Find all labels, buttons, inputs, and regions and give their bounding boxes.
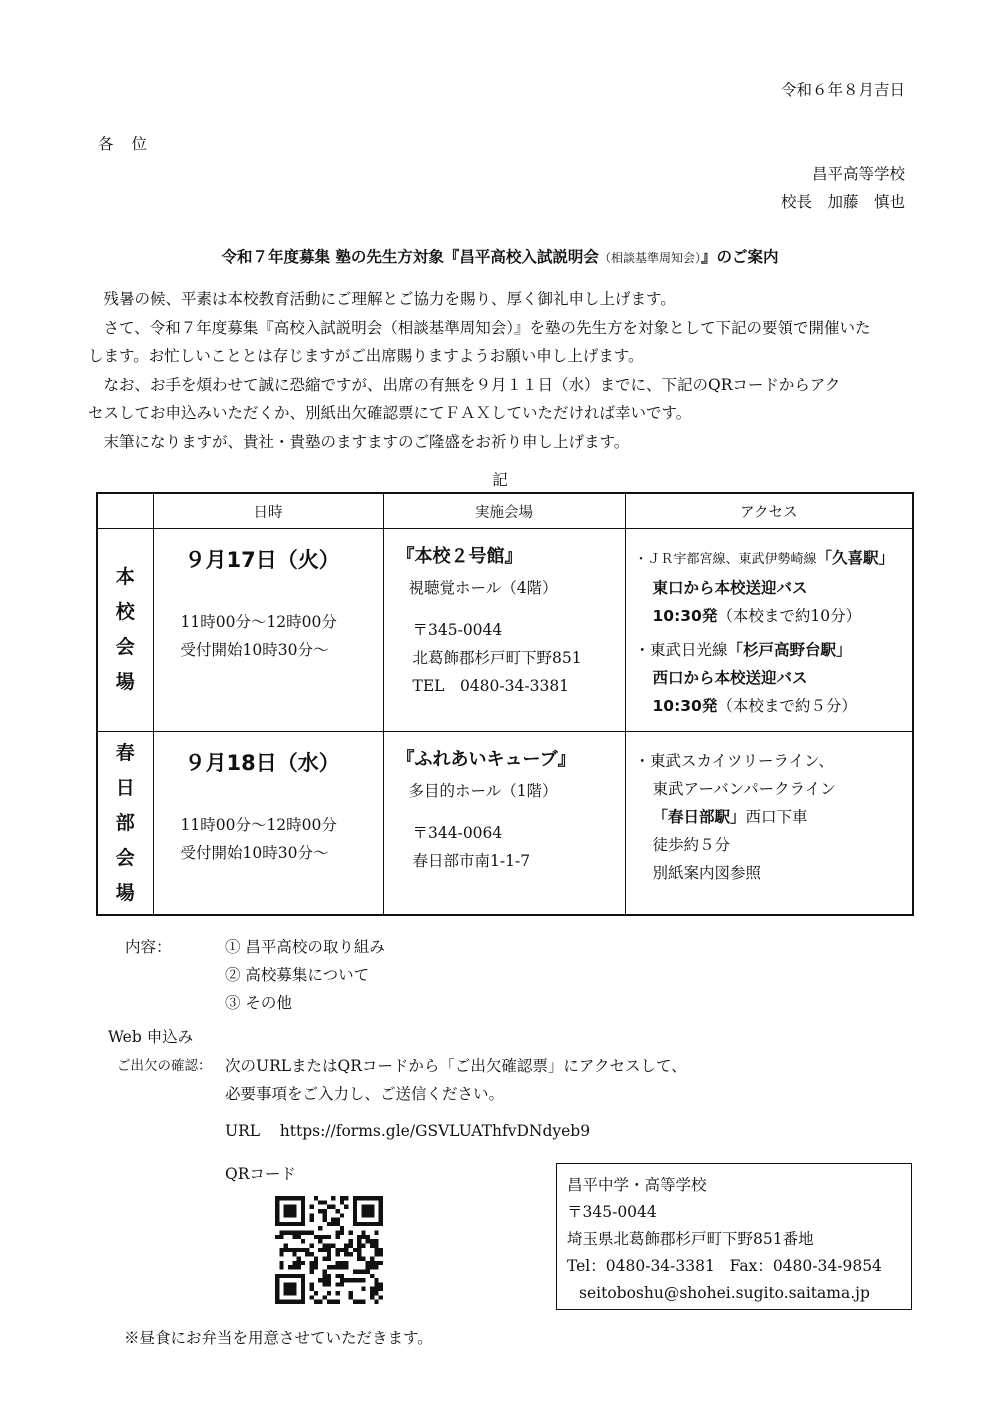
event-date: ９月18日（水）	[184, 751, 340, 775]
table-header-row	[97, 493, 913, 529]
reception-time: 受付開始10時30分～	[180, 641, 329, 659]
datetime-cell	[153, 732, 383, 916]
header-blank	[97, 493, 153, 529]
place-postal: 〒344-0064	[412, 824, 503, 842]
header-datetime: 日時	[153, 493, 383, 529]
intro-paragraph-2b: します。お忙しいこととは存じますがご出席賜りますようお願い申し上げます。	[88, 347, 644, 365]
place-tel: TEL 0480-34-3381	[412, 677, 570, 695]
ki-heading: 記	[492, 471, 508, 489]
contact-box	[556, 1163, 912, 1310]
place-name: 『本校２号館』	[396, 546, 523, 567]
issuer-school: 昌平高等学校	[811, 165, 905, 183]
issuer-principal: 校長 加藤 慎也	[780, 193, 905, 211]
contents-item-2: ② 高校募集について	[225, 966, 370, 984]
place-address: 北葛飾郡杉戸町下野851	[412, 649, 582, 667]
contact-email: seitoboshu@shohei.sugito.saitama.jp	[579, 1284, 870, 1302]
place-room: 多目的ホール（1階）	[408, 782, 558, 800]
title-part-small: （相談基準周知会）	[598, 251, 701, 265]
qr-label: QRコード	[225, 1165, 296, 1183]
intro-paragraph-3b: セスしてお申込みいただくか、別紙出欠確認票にてＦＡＸしていただければ幸いです。	[88, 404, 692, 422]
schedule-table	[96, 492, 914, 916]
contents-item-3: ③ その他	[225, 994, 292, 1012]
document-title	[0, 245, 1000, 267]
contact-phone-fax: Tel：0480-34-3381 Fax：0480-34-9854	[567, 1257, 882, 1275]
intro-paragraph-4: 末筆になりますが、貴社・貴塾のますますのご隆盛をお祈り申し上げます。	[103, 432, 630, 451]
table-row	[97, 732, 913, 916]
header-venue: 実施会場	[383, 493, 625, 529]
access-cell: ・ＪＲ宇都宮線、東武伊勢崎線「久喜駅」 東口から本校送迎バス 10:30発（本校まで約10分） ・東武日光線「杉戸高野台駅」 西口から本校送迎バス 10:30発（本校まで約５分）	[625, 529, 913, 732]
place-name: 『ふれあいキューブ』	[396, 749, 576, 770]
contact-name: 昌平中学・高等学校	[567, 1176, 707, 1194]
datetime-cell	[153, 529, 383, 732]
venue-label-main: 本 校 会 場	[97, 529, 153, 732]
place-address: 春日部市南1-1-7	[412, 852, 531, 870]
confirm-text: 次のURLまたはQRコードから「ご出欠確認票」にアクセスして、 必要事項をご入力し、ご送信ください。	[225, 1057, 687, 1103]
intro-text	[88, 285, 928, 456]
form-url-link[interactable]: https://forms.gle/GSVLUAThfvDNdyeb9	[279, 1122, 591, 1140]
place-room: 視聴覚ホール（4階）	[408, 579, 558, 597]
intro-paragraph-1: 残暑の候、平素は本校教育活動にご理解とご協力を賜り、厚く御礼申し上げます。	[103, 290, 676, 308]
reception-time: 受付開始10時30分～	[180, 844, 329, 862]
title-part-b: 』のご案内	[700, 247, 779, 266]
intro-paragraph-2a: さて、令和７年度募集『高校入試説明会（相談基準周知会）』を塾の先生方を対象として下記の要領で開催いた	[103, 318, 871, 337]
contents-label: 内容：	[125, 938, 172, 956]
lunch-note: ※昼食にお弁当を用意させていただきます。	[124, 1329, 433, 1347]
contact-address: 埼玉県北葛飾郡杉戸町下野851番地	[567, 1230, 814, 1248]
url-label: URL	[225, 1122, 261, 1140]
place-cell	[383, 732, 625, 916]
access-cell: ・東武スカイツリーライン、 東武アーバンパークライン 「春日部駅」西口下車 徒歩約５分 別紙案内図参照	[625, 732, 913, 916]
qr-code-icon[interactable]	[275, 1196, 383, 1304]
title-part-a: 令和７年度募集 塾の先生方対象『昌平高校入試説明会	[221, 247, 599, 266]
addressee: 各位	[98, 135, 166, 153]
url-line	[225, 1122, 590, 1140]
place-postal: 〒345-0044	[412, 621, 503, 639]
table-row	[97, 529, 913, 732]
confirm-label: ご出欠の確認：	[117, 1058, 212, 1074]
header-access: アクセス	[625, 493, 913, 529]
web-apply-label: Web 申込み	[108, 1028, 194, 1046]
event-time: 11時00分～12時00分	[180, 816, 337, 834]
place-cell	[383, 529, 625, 732]
contact-postal: 〒345-0044	[567, 1203, 657, 1221]
intro-paragraph-3a: なお、お手を煩わせて誠に恐縮ですが、出席の有無を９月１１日（水）までに、下記のQRコードからアク	[103, 375, 841, 394]
contents-item-1: ① 昌平高校の取り組み	[225, 938, 385, 956]
event-date: ９月17日（火）	[184, 548, 340, 572]
issue-date: 令和６年８月吉日	[780, 81, 905, 99]
venue-label-kasukabe: 春 日 部 会 場	[97, 732, 153, 916]
event-time: 11時00分～12時00分	[180, 613, 337, 631]
